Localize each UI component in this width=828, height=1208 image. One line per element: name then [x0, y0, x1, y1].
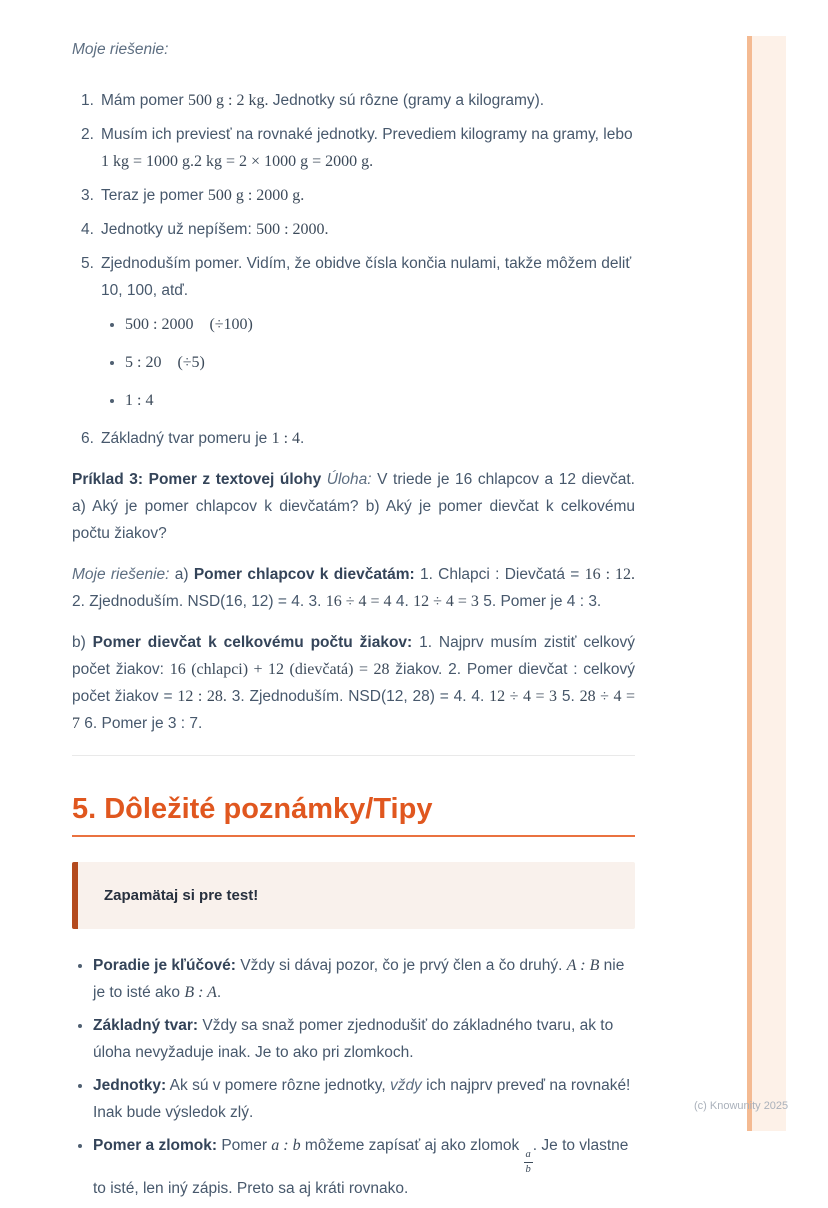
solution-a-title: Pomer chlapcov k dievčatám: — [193, 566, 415, 583]
step-number: 3. — [81, 187, 94, 204]
math-expression: 500 : 2000. — [256, 221, 329, 238]
tip-title: Pomer a zlomok: — [93, 1137, 218, 1154]
math-expression: B : A — [184, 984, 217, 1001]
solution-a-lead: Moje riešenie: — [72, 566, 170, 583]
tip-text: Poradie je kľúčové: Vždy si dávaj pozor, čo je prvý člen a čo druhý. A : B nie je to isté ako B : A. — [93, 957, 625, 1001]
step-text: Jednotky už nepíšem: 500 : 2000. — [101, 221, 329, 238]
tips-list — [72, 952, 635, 1202]
step-number: 6. — [81, 430, 94, 447]
tip-item — [72, 952, 635, 1006]
math-expression: 1 : 4 — [271, 430, 301, 447]
bullet-icon — [78, 1144, 82, 1148]
tip-item — [72, 1012, 635, 1066]
step-text: Základný tvar pomeru je 1 : 4. — [101, 430, 305, 447]
solution-a-paragraph: Moje riešenie: a) Pomer chlapcov k dievčatám: 1. Chlapci : Dievčatá = 16 : 12. 2. Zjednoduším. NSD(16, 12) = 4. 3. 16 ÷ 4 = 4 4. 12 ÷ 4 = 3 5. Pomer je 4 : 3. — [72, 566, 635, 610]
solution-steps-list — [72, 87, 635, 452]
tip-text: Základný tvar: Vždy sa snaž pomer zjednodušiť do základného tvaru, ak to úloha nevyžaduje inak. Je to ako pri zlomkoch. — [93, 1017, 614, 1061]
math-expression: 28 ÷ 4 = 7 — [72, 688, 635, 732]
solution-intro-label: Moje riešenie: — [72, 41, 169, 58]
step-text: Musím ich previesť na rovnaké jednotky. Prevediem kilogramy na gramy, lebo 1 kg = 1000 g.2 kg = 2 × 1000 g = 2000 g. — [101, 126, 633, 170]
callout-title: Zapamätaj si pre test! — [104, 887, 259, 904]
math-expression: A : B — [566, 957, 600, 974]
sub-bullet-list — [72, 311, 635, 414]
math-expression: 16 ÷ 4 = 4 — [325, 593, 392, 610]
emphasis-text: vždy — [389, 1077, 422, 1094]
step-text: Mám pomer 500 g : 2 kg. Jednotky sú rôzne (gramy a kilogramy). — [101, 92, 545, 109]
bullet-icon — [110, 361, 114, 365]
math-expression: 12 ÷ 4 = 3 — [413, 593, 479, 610]
tip-item — [72, 1072, 635, 1126]
bullet-icon — [110, 399, 114, 403]
solution-b-title: Pomer dievčat k celkovému počtu žiakov: — [92, 634, 413, 651]
step-number: 4. — [81, 221, 94, 238]
tip-title: Jednotky: — [93, 1077, 167, 1094]
tip-title: Základný tvar: — [93, 1017, 199, 1034]
sub-bullet-item — [110, 387, 635, 414]
math-expression: 16 : 12. — [584, 566, 635, 583]
tip-title: Poradie je kľúčové: — [93, 957, 236, 974]
math-expression: 1 : 4 — [125, 392, 154, 409]
math-expression: a : b — [271, 1137, 301, 1154]
note-callout — [72, 862, 635, 929]
copyright-watermark: (c) Knowunity 2025 — [694, 1100, 789, 1112]
section-heading: 5. Dôležité poznámky/Tipy — [72, 793, 433, 825]
tip-item — [72, 1132, 635, 1202]
tip-text: Pomer a zlomok: Pomer a : b môžeme zapísať aj ako zlomok $\frac{a}{b}$ . Je to vlastne to isté, len iný zápis. Preto sa aj kráti rovnako. — [93, 1137, 629, 1198]
solution-step — [72, 121, 635, 175]
math-expression: 12 ÷ 4 = 3 — [489, 688, 558, 705]
solution-step — [72, 87, 635, 114]
math-expression: 5 : 20 (÷5) — [125, 354, 205, 371]
heading-underline — [72, 835, 635, 837]
fraction-denominator: b — [525, 1163, 531, 1175]
math-expression: 12 : 28. — [177, 688, 227, 705]
math-expression: 16 (chlapci) + 12 (dievčatá) = 28 — [169, 661, 390, 678]
solution-step — [72, 182, 635, 209]
solution-step — [72, 250, 635, 304]
sub-bullet-item — [110, 349, 635, 376]
bullet-icon — [110, 323, 114, 327]
fraction — [524, 1149, 533, 1175]
step-text: Teraz je pomer 500 g : 2000 g. — [101, 187, 305, 204]
section-divider — [72, 755, 635, 756]
example3-title: Príklad 3: Pomer z textovej úlohy — [72, 471, 322, 488]
math-expression: 500 : 2000 (÷100) — [125, 316, 253, 333]
tip-text: Jednotky: Ak sú v pomere rôzne jednotky, vždy ich najprv preveď na rovnaké! Inak bude výsledok zlý. — [93, 1077, 631, 1121]
bullet-icon — [78, 1084, 82, 1088]
step-number: 2. — [81, 126, 94, 143]
solution-step — [72, 216, 635, 243]
solution-b-paragraph: b) Pomer dievčat k celkovému počtu žiakov: 1. Najprv musím zistiť celkový počet žiakov: 16 (chlapci) + 12 (dievčatá) = 28 žiakov. 2. Pomer dievčat : celkový počet žiakov = 12 : 28. 3. Zjednoduším. NSD(12, 28) = 4. 4. 12 ÷ 4 = 3 5. 28 ÷ 4 = 7 6. Pomer je 3 : 7. — [72, 634, 635, 732]
step-text: Zjednoduším pomer. Vidím, že obidve čísla končia nulami, takže môžem deliť 10, 100, atď. — [101, 255, 632, 299]
sub-bullet-item — [110, 311, 635, 338]
bullet-icon — [78, 964, 82, 968]
math-expression: 500 g : 2000 g. — [207, 187, 305, 204]
example3-paragraph — [72, 466, 635, 547]
step-number: 5. — [81, 255, 94, 272]
fraction-numerator: a — [524, 1149, 533, 1163]
highlight-band — [747, 36, 786, 1131]
math-expression: 500 g : 2 kg. — [188, 92, 269, 109]
example3-task-label: Úloha: — [321, 471, 372, 488]
bullet-icon — [78, 1024, 82, 1028]
math-expression: 1 kg = 1000 g.2 kg = 2 × 1000 g = 2000 g. — [101, 153, 374, 170]
example3-task-text: V triede je 16 chlapcov a 12 dievčat. a) Aký je pomer chlapcov k dievčatám? b) Aký je pomer dievčat k celkovému počtu žiakov? — [72, 471, 635, 542]
page-content — [72, 0, 635, 1208]
solution-step — [72, 425, 635, 452]
step-number: 1. — [81, 92, 94, 109]
